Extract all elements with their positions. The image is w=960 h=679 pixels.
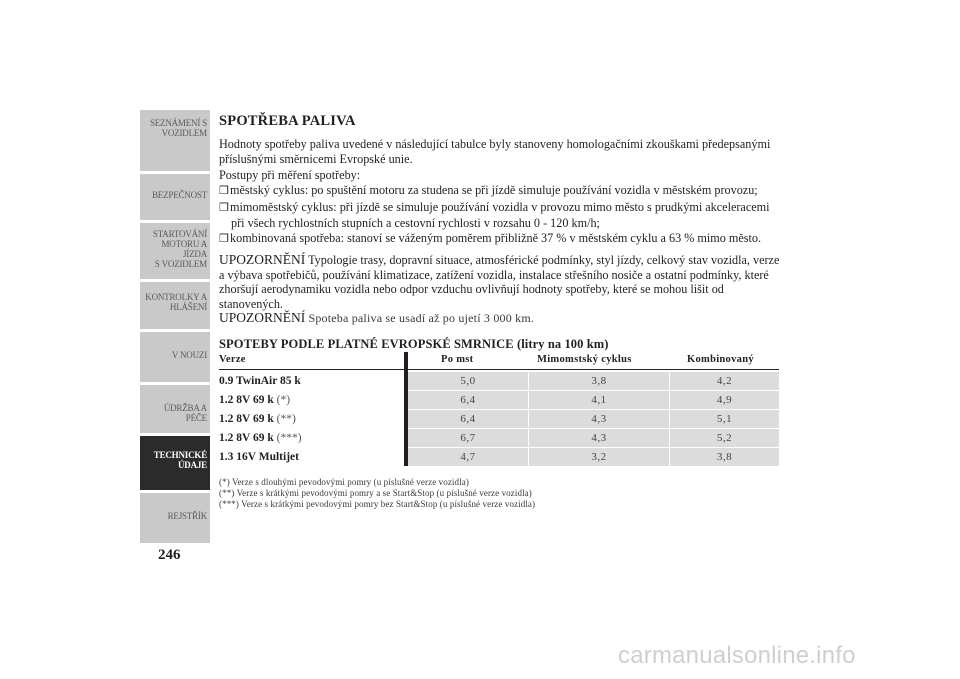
- cell-extra-urban: 4,3: [529, 410, 669, 428]
- page-number: 246: [158, 547, 181, 563]
- list-item: ❒městský cyklus: po spuštění motoru za studena se při jízdě simuluje používání vozidla v městském provozu;: [219, 183, 758, 197]
- cell-combined: 5,1: [670, 410, 779, 428]
- page-title: SPOTŘEBA PALIVA: [219, 113, 356, 129]
- sidebar-tab-kontrolky[interactable]: KONTROLKY A HLÁŠENÍ: [140, 282, 210, 329]
- cell-city: 4,7: [408, 448, 528, 466]
- sidebar-tab-udrzba[interactable]: ÚDRŽBA A PÉČE: [140, 385, 210, 433]
- checkbox-bullet-icon: ❒: [219, 233, 229, 245]
- procedure-label: Postupy při měření spotřeby:: [219, 168, 361, 182]
- warning-label: UPOZORNĚNÍ: [219, 252, 306, 267]
- sidebar-tab-technicke-udaje[interactable]: TECHNICKÉ ÚDAJE: [140, 436, 210, 490]
- table-row: [219, 410, 779, 429]
- cell-combined: 4,2: [670, 372, 779, 390]
- table-header: [219, 352, 779, 370]
- cell-city: 6,7: [408, 429, 528, 447]
- row-version: 1.3 16V Multijet: [219, 451, 299, 463]
- column-header: Verze: [219, 354, 246, 365]
- sidebar-tab-v-nouzi[interactable]: V NOUZI: [140, 332, 210, 382]
- sidebar-tab-rejstrik[interactable]: REJSTŘÍK: [140, 493, 210, 543]
- row-version: 1.2 8V 69 k (**): [219, 413, 296, 425]
- checkbox-bullet-icon: ❒: [219, 185, 229, 197]
- footnote: (*) Verze s dlouhými pevodovými pomry (u píslušné verze vozidla): [219, 477, 469, 487]
- cell-extra-urban: 3,8: [529, 372, 669, 390]
- warning-paragraph: UPOZORNĚNÍ Typologie trasy, dopravní situace, atmosférické podmínky, styl jízdy, celkový stav vozidla, verze a výbava spotřebičů, používání klimatizace, zatížení vozidla, instalace střešního nosiče a ostatní podmínky, které zhoršují aerodynamiku vozidla nebo odpor vzduchu ovlivňují hodnoty spotřeby, které se mohou lišit od stanovených.: [219, 252, 780, 311]
- checkbox-bullet-icon: ❒: [219, 202, 229, 214]
- footnote: (***) Verze s krátkými pevodovými pomry bez Start&Stop (u píslušné verze vozidla): [219, 499, 536, 509]
- row-version: 1.2 8V 69 k (*): [219, 394, 291, 406]
- column-header: Mimomstský cyklus: [537, 354, 632, 365]
- cell-combined: 3,8: [670, 448, 779, 466]
- table-row: [219, 391, 779, 410]
- footnote: (**) Verze s krátkými pevodovými pomry a se Start&Stop (u píslušné verze vozidla): [219, 488, 532, 498]
- table-row: [219, 372, 779, 391]
- list-item: ❒kombinovaná spotřeba: stanoví se váženým poměrem přibližně 37 % v městském cyklu a 63 % mimo město.: [219, 231, 762, 245]
- sidebar-tab-startovani[interactable]: STARTOVÁNÍ MOTORU A JÍZDA S VOZIDLEM: [140, 223, 210, 279]
- cell-combined: 5,2: [670, 429, 779, 447]
- column-divider: [404, 352, 408, 466]
- list-item: ❒mimoměstský cyklus: při jízdě se simuluje používání vozidla v provozu mimo město s prudkými akceleracemi při všech rychlostních stupních a cestovní rychlosti v rozsahu 0 - 120 km/h;: [219, 200, 770, 230]
- sidebar-tab-seznameni[interactable]: SEZNÁMENÍ S VOZIDLEM: [140, 110, 210, 171]
- column-header: Kombinovaný: [687, 354, 754, 365]
- cell-city: 5,0: [408, 372, 528, 390]
- warning-label: UPOZORNĚNÍ: [219, 310, 306, 325]
- cell-combined: 4,9: [670, 391, 779, 409]
- warning-paragraph: UPOZORNĚNÍ Spoteba paliva se usadí až po ujetí 3 000 km.: [219, 310, 535, 325]
- sidebar-tab-bezpecnost[interactable]: BEZPEČNOST: [140, 174, 210, 220]
- table-row: [219, 448, 779, 467]
- table-row: [219, 429, 779, 448]
- intro-paragraph: Hodnoty spotřeby paliva uvedené v následující tabulce byly stanoveny homologačními zkouškami předepsanými příslušnými směrnicemi Evropské unie.: [219, 137, 771, 166]
- cell-extra-urban: 3,2: [529, 448, 669, 466]
- cell-extra-urban: 4,3: [529, 429, 669, 447]
- cell-city: 6,4: [408, 410, 528, 428]
- cell-city: 6,4: [408, 391, 528, 409]
- watermark: carmanualsonline.info: [618, 642, 856, 669]
- row-version: 0.9 TwinAir 85 k: [219, 375, 301, 387]
- cell-extra-urban: 4,1: [529, 391, 669, 409]
- table-title: SPOTEBY PODLE PLATNÉ EVROPSKÉ SMRNICE (litry na 100 km): [219, 337, 609, 351]
- row-version: 1.2 8V 69 k (***): [219, 432, 302, 444]
- column-header: Po mst: [441, 354, 474, 365]
